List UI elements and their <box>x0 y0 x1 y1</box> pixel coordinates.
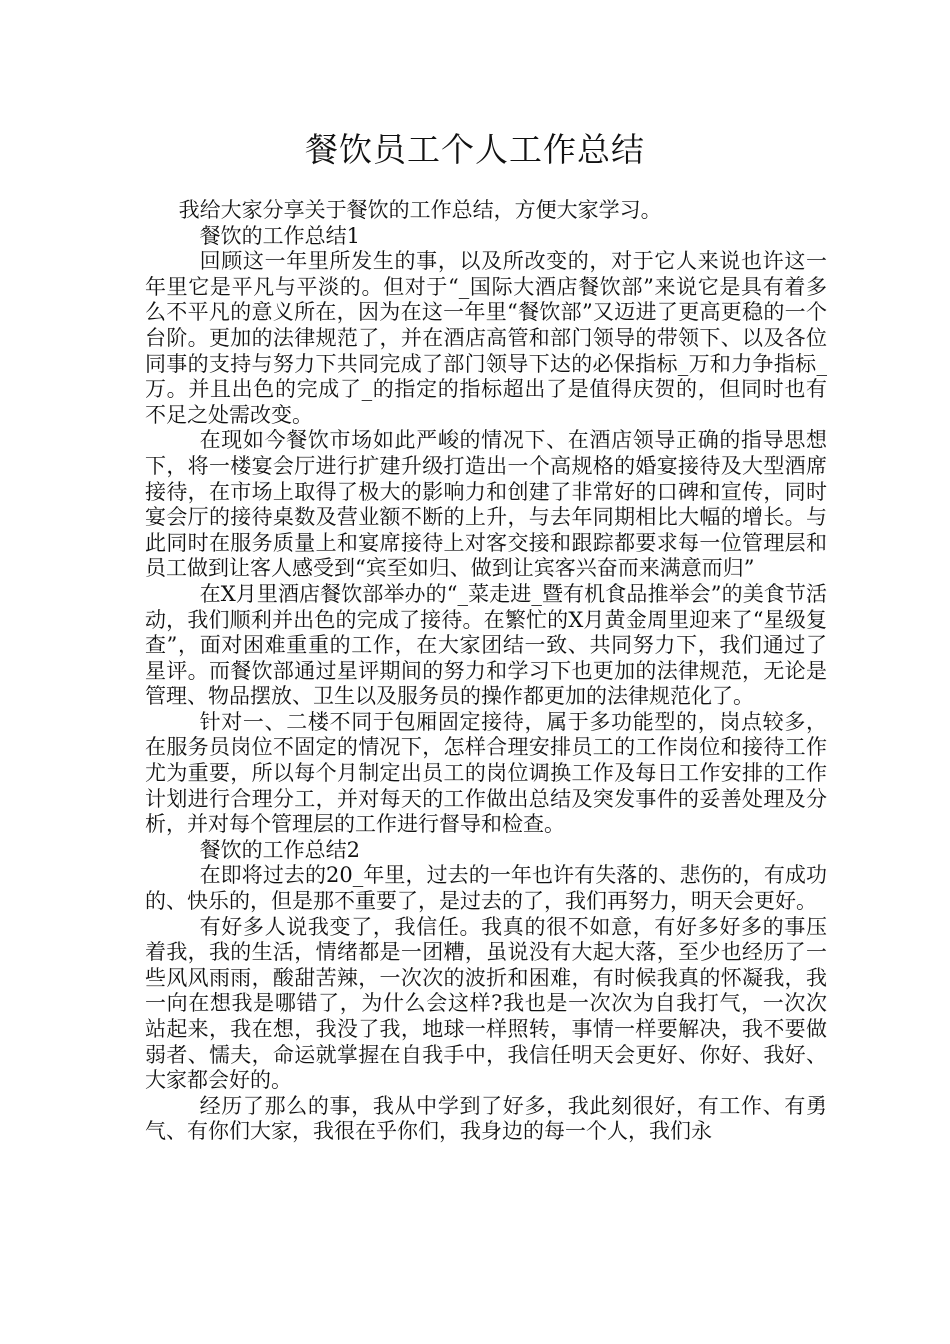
paragraph: 在X月里酒店餐饮部举办的“_菜走进_暨有机食品推举会”的美食节活动，我们顺利并出色的完成了接待。在繁忙的X月黄金周里迎来了“星级复查”，面对困难重重的工作，在大家团结一致、共同努力下，我们通过了星评。而餐饮部通过星评期间的努力和学习下也更加的法律规范，无论是管理、物品摆放、卫生以及服务员的操作都更加的法律规范化了。 <box>145 581 827 709</box>
document-title: 餐饮员工个人工作总结 <box>305 130 645 169</box>
section-heading-2: 餐饮的工作总结2 <box>199 837 360 862</box>
intro-paragraph: 我给大家分享关于餐饮的工作总结，方便大家学习。 <box>178 198 662 222</box>
document-body <box>145 198 827 1145</box>
paragraph: 回顾这一年里所发生的事，以及所改变的，对于它人来说也许这一年里它是平凡与平淡的。但对于“_国际大酒店餐饮部”来说它是具有着多么不平凡的意义所在，因为在这一年里“餐饮部”又迈进了更高更稳的一个台阶。更加的法律规范了，并在酒店高管和部门领导的带领下、以及各位同事的支持与努力下共同完成了部门领导下达的必保指标_万和力争指标_万。并且出色的完成了_的指定的指标超出了是值得庆贺的，但同时也有不足之处需改变。 <box>145 249 827 427</box>
paragraph: 针对一、二楼不同于包厢固定接待，属于多功能型的，岗点较多，在服务员岗位不固定的情况下，怎样合理安排员工的工作岗位和接待工作尤为重要，所以每个月制定出员工的岗位调换工作及每日工作安排的工作计划进行合理分工，并对每天的工作做出总结及突发事件的妥善处理及分析，并对每个管理层的工作进行督导和检查。 <box>145 709 827 837</box>
paragraph: 有好多人说我变了，我信任。我真的很不如意，有好多好多的事压着我，我的生活，情绪都是一团糟，虽说没有大起大落，至少也经历了一些风风雨雨，酸甜苦辣，一次次的波折和困难，有时候我真的怀凝我，我一向在想我是哪错了，为什么会这样?我也是一次次为自我打气，一次次站起来，我在想，我没了我，地球一样照转，事情一样要解决，我不要做弱者、懦夫，命运就掌握在自我手中，我信任明天会更好、你好、我好、大家都会好的。 <box>145 914 827 1093</box>
paragraph: 经历了那么的事，我从中学到了好多，我此刻很好，有工作、有勇气、有你们大家，我很在乎你们，我身边的每一个人，我们永 <box>145 1093 827 1144</box>
paragraph: 在即将过去的20_年里，过去的一年也许有失落的、悲伤的，有成功的、快乐的，但是那不重要了，是过去的了，我们再努力，明天会更好。 <box>145 863 827 914</box>
section-heading-1: 餐饮的工作总结1 <box>199 223 360 248</box>
paragraph: 在现如今餐饮市场如此严峻的情况下、在酒店领导正确的指导思想下，将一楼宴会厅进行扩建升级打造出一个高规格的婚宴接待及大型酒席接待，在市场上取得了极大的影响力和创建了非常好的口碑和宣传，同时宴会厅的接待桌数及营业额不断的上升，与去年同期相比大幅的增长。与此同时在服务质量上和宴席接待上对客交接和跟踪都要求每一位管理层和员工做到让客人感受到“宾至如归、做到让宾客兴奋而来满意而归” <box>145 428 827 581</box>
